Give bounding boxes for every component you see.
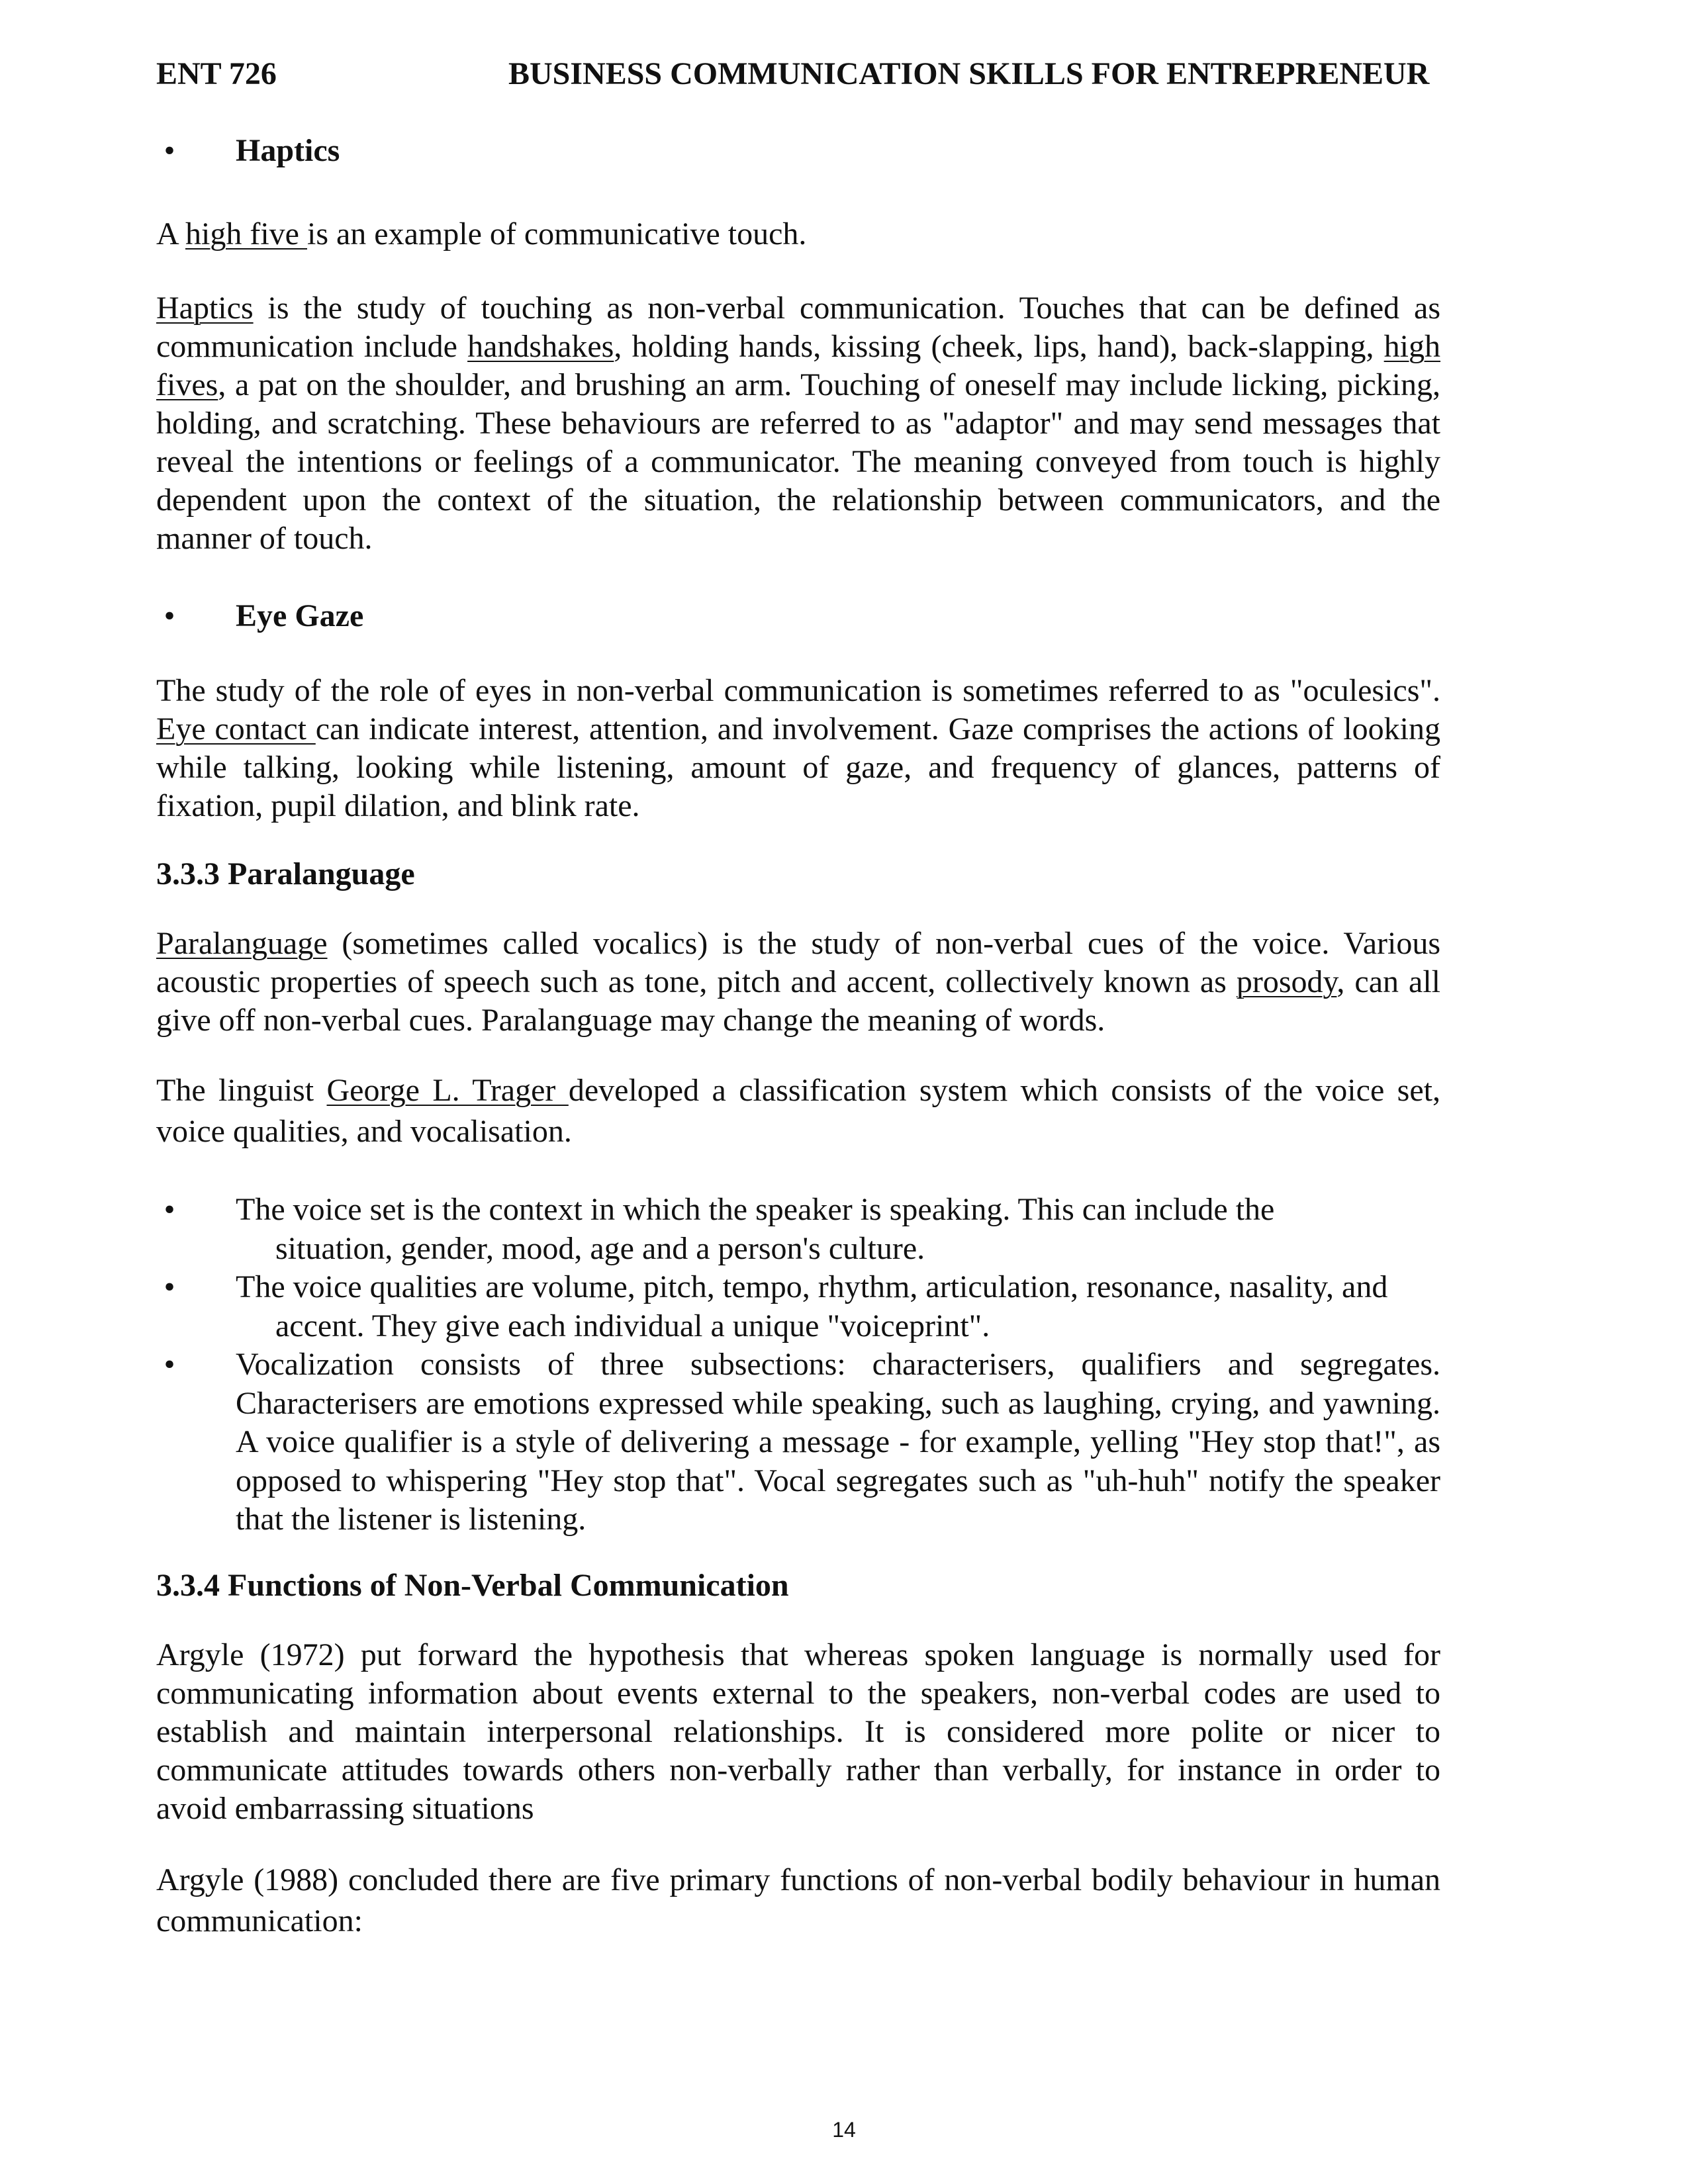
trager-text-2: developed a classification system which consists of the voice set, voice qualities, and vocalisation. — [156, 1073, 1440, 1149]
section-heading-paralanguage: 3.3.3 Paralanguage — [156, 856, 415, 891]
haptics-paragraph — [156, 289, 1440, 558]
bullet-icon: • — [164, 1269, 175, 1304]
prosody-link[interactable]: prosody — [1236, 964, 1337, 999]
bullet-icon: • — [164, 1347, 175, 1382]
caption-prefix: A — [156, 216, 186, 251]
bullet-icon: • — [164, 1192, 175, 1227]
eye-gaze-text-2: can indicate interest, attention, and involvement. Gaze comprises the actions of looking while talking, looking while listening, amount of gaze, and frequency of glances, patterns of fixation, pupil dilation, and blink rate. — [156, 711, 1440, 823]
functions-paragraph-1: Argyle (1972) put forward the hypothesis that whereas spoken language is normally used for communicating information about events external to the speakers, non-verbal codes are used to establish and maintain interpersonal relationships. It is considered more polite or nicer to communicate attitudes towards others non-verbally rather than verbally, for instance in order to avoid embarrassing situations — [156, 1637, 1440, 1826]
caption-suffix: is an example of communicative touch. — [306, 216, 807, 251]
paralanguage-link[interactable]: Paralanguage — [156, 926, 328, 961]
paralanguage-paragraph-1 — [156, 925, 1440, 1040]
haptics-caption — [156, 215, 1440, 253]
george-trager-link[interactable]: George L. Trager — [326, 1073, 569, 1108]
haptics-text-1: is the study of touching as non-verbal communication. Touches that can be defined as communication include — [156, 291, 1440, 364]
list-item-text: Vocalization consists of three subsections: characterisers, qualifiers and segregates. Characterisers are emotions expressed while speaking, such as laughing, crying, and yawning. A voice qualifier is a style of delivering a message - for example, yelling "Hey stop that!", as opposed to whispering "Hey stop that". Vocal segregates such as "uh-huh" notify the speaker that the listener is listening. — [236, 1347, 1440, 1537]
bullet-icon: • — [164, 133, 175, 168]
list-item-continuation: situation, gender, mood, age and a person's culture. — [275, 1230, 925, 1266]
list-item — [156, 1345, 1440, 1539]
eye-gaze-text-1: The study of the role of eyes in non-verbal communication is sometimes referred to as "oculesics". — [156, 673, 1440, 708]
paralanguage-text-2: , can all give off non-verbal cues. Paralanguage may change the meaning of words. — [156, 964, 1441, 1038]
section-heading-functions: 3.3.4 Functions of Non-Verbal Communication — [156, 1567, 789, 1603]
list-item-line: The voice set is the context in which the speaker is speaking. This can include the — [236, 1192, 1275, 1227]
handshakes-link[interactable]: handshakes — [467, 329, 614, 364]
course-code: ENT 726 — [156, 56, 277, 91]
page-content — [156, 131, 1440, 1942]
haptics-text-3: , a pat on the shoulder, and brushing an arm. Touching of oneself may include licking, picking, holding, and scratching. These behaviours are referred to as "adaptor" and may send messages that reveal the intentions or feelings of a communicator. The meaning conveyed from touch is highly dependent upon the context of the situation, the relationship between communicators, and the manner of touch. — [156, 367, 1440, 556]
list-item — [156, 1268, 1440, 1345]
trager-classification-list — [156, 1191, 1440, 1539]
list-item-continuation: accent. They give each individual a unique "voiceprint". — [275, 1308, 990, 1343]
page-number: 14 — [832, 2118, 856, 2142]
functions-paragraph-2: Argyle (1988) concluded there are five primary functions of non-verbal bodily behaviour in human communication: — [156, 1862, 1440, 1938]
eye-gaze-paragraph — [156, 672, 1440, 825]
eye-gaze-heading — [156, 596, 1440, 636]
haptics-link[interactable]: Haptics — [156, 291, 254, 326]
high-fives-link[interactable]: high fives — [156, 329, 1440, 402]
eye-contact-link[interactable]: Eye contact — [156, 711, 316, 747]
high-five-link[interactable]: high five — [185, 216, 307, 251]
paralanguage-text-1: (sometimes called vocalics) is the study of non-verbal cues of the voice. Various acoustic properties of speech such as tone, pitch and accent, collectively known as — [156, 926, 1440, 999]
eye-gaze-heading-text: Eye Gaze — [236, 598, 364, 633]
trager-text-1: The linguist — [156, 1073, 327, 1108]
bullet-icon: • — [164, 598, 175, 633]
paralanguage-paragraph-2 — [156, 1070, 1440, 1152]
haptics-text-2: , holding hands, kissing (cheek, lips, hand), back-slapping, — [614, 329, 1384, 364]
course-title: BUSINESS COMMUNICATION SKILLS FOR ENTREPRENEUR — [508, 56, 1430, 91]
haptics-heading-text: Haptics — [236, 133, 340, 168]
list-item — [156, 1191, 1440, 1268]
haptics-heading — [156, 131, 1440, 171]
list-item-line: The voice qualities are volume, pitch, tempo, rhythm, articulation, resonance, nasality, and — [236, 1269, 1388, 1304]
